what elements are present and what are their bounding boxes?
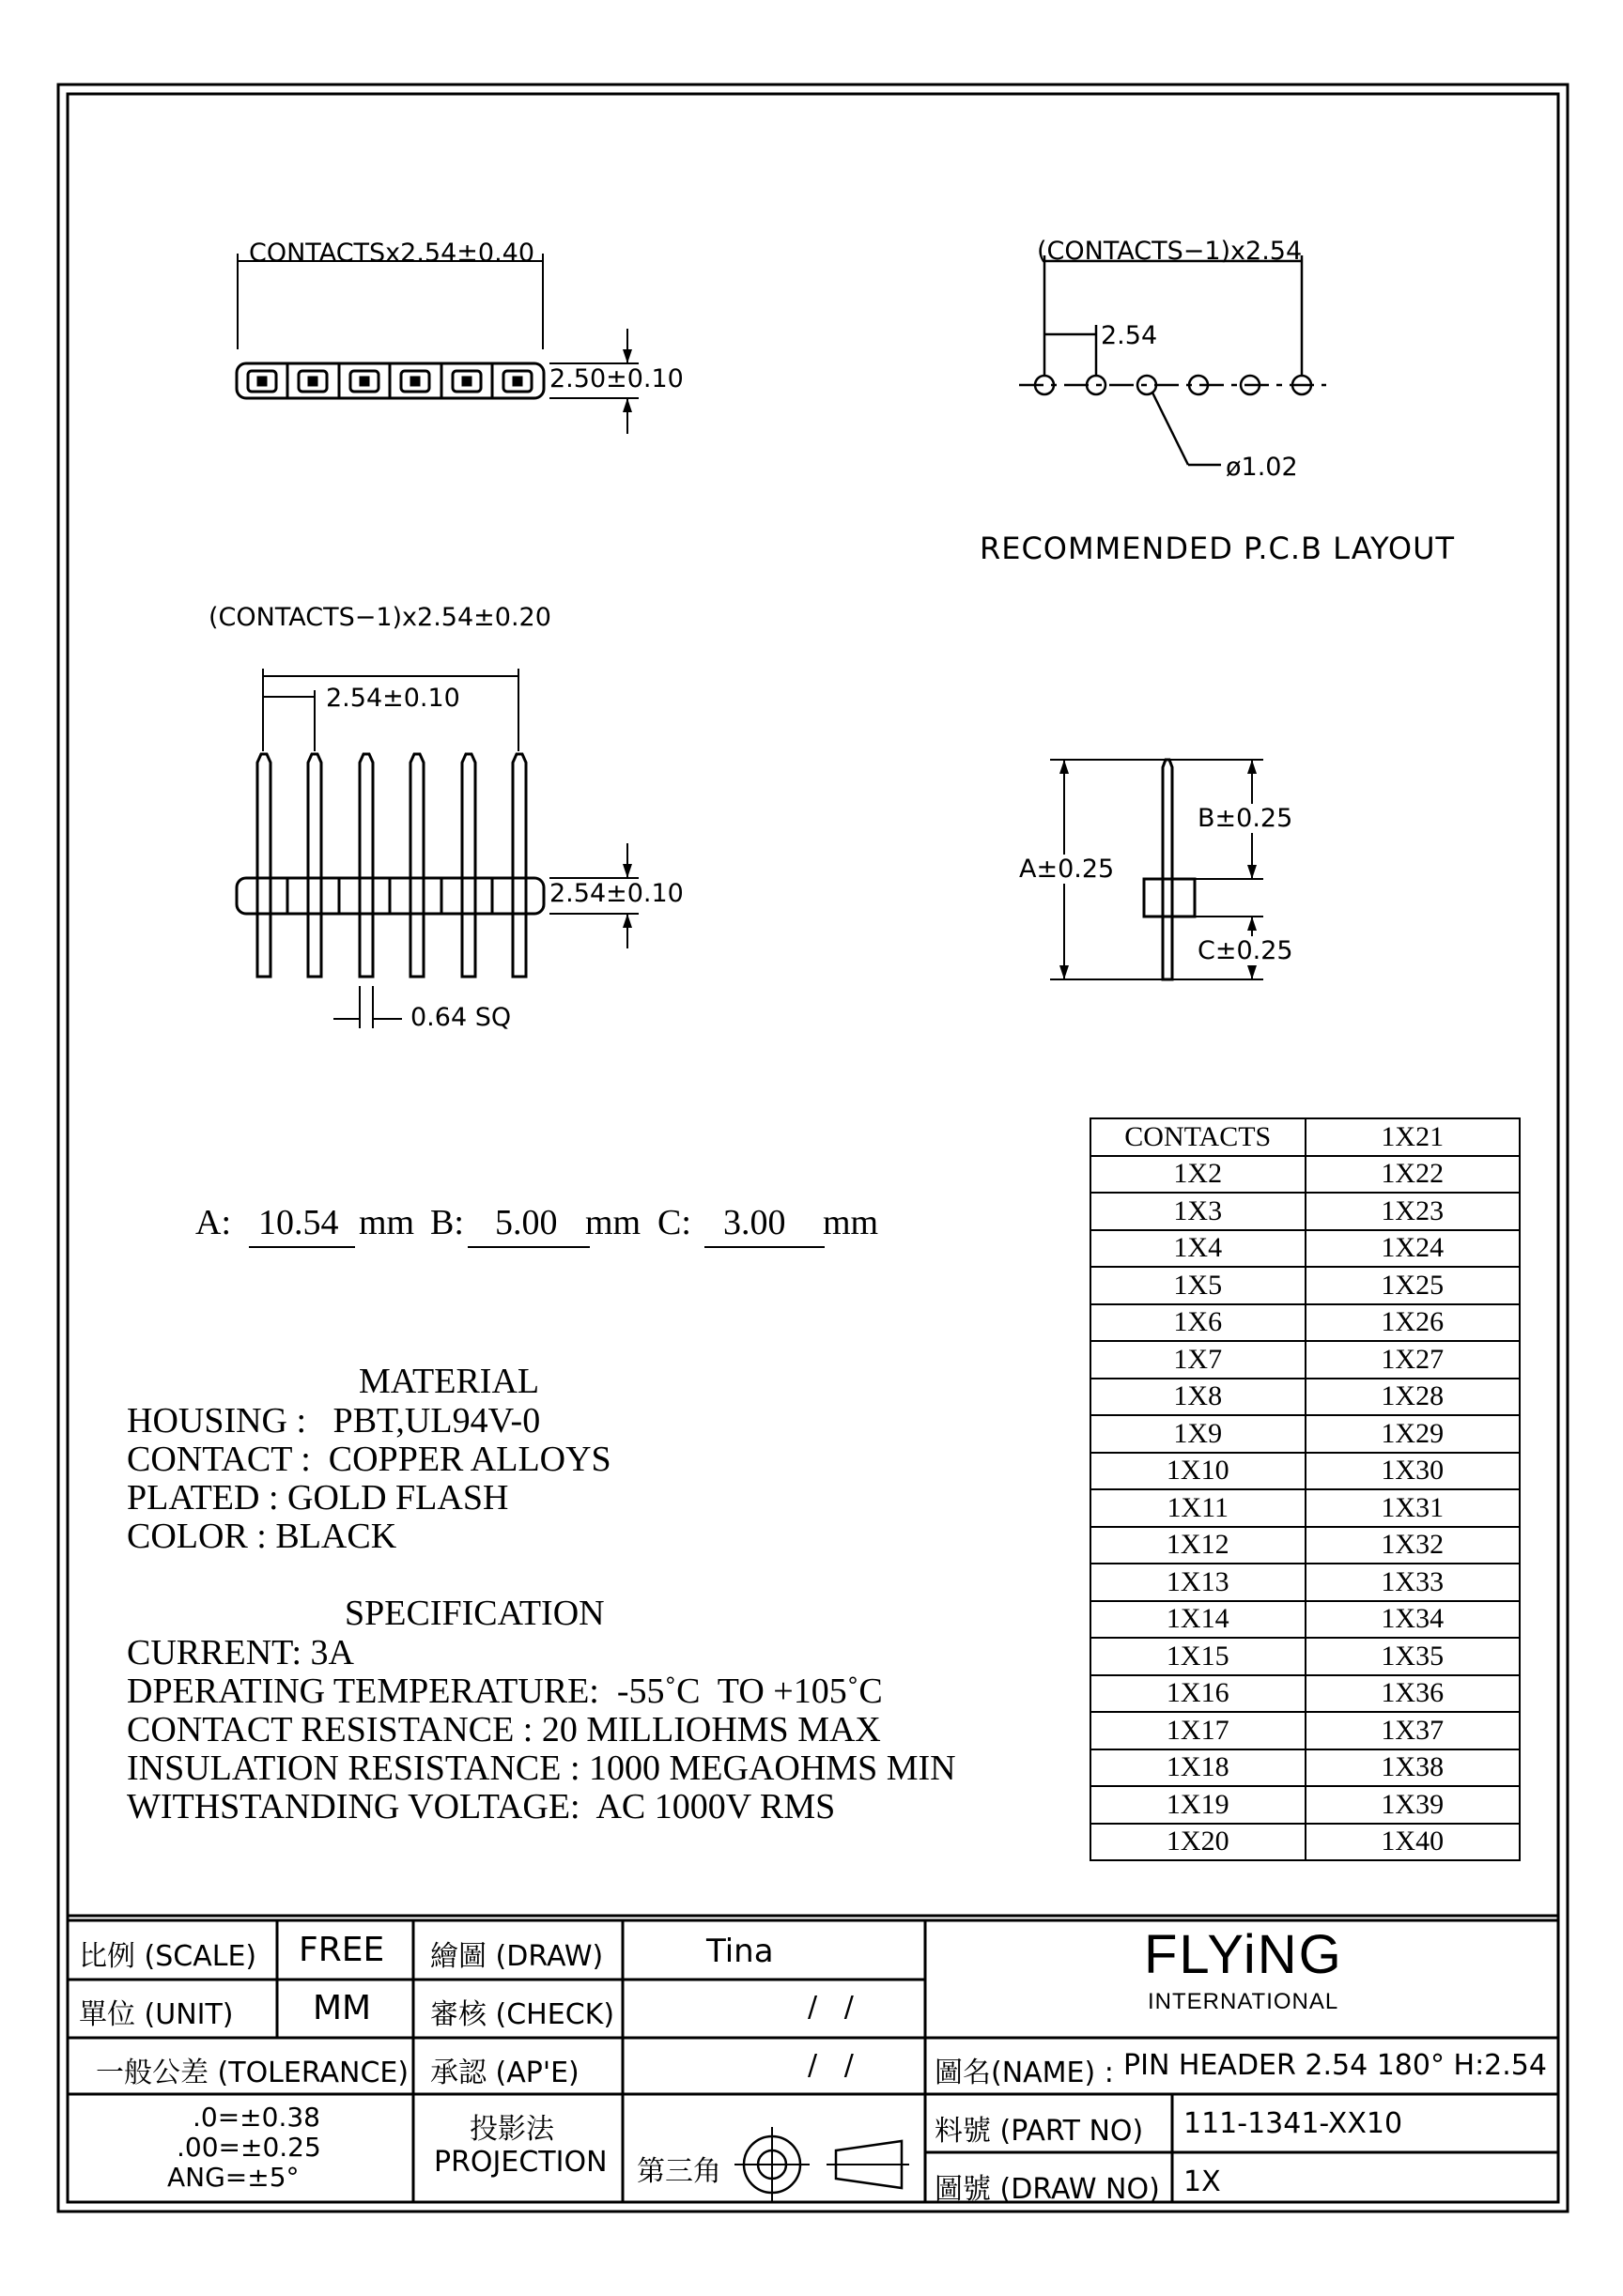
top-view	[237, 254, 639, 434]
table-cell: 1X10	[1090, 1453, 1306, 1490]
pcb-caption: RECOMMENDED P.C.B LAYOUT	[980, 531, 1456, 566]
dim-b-unit: mm	[585, 1203, 641, 1242]
top-height-label: 2.50±0.10	[549, 364, 684, 393]
tolerance-line: .0=±0.38	[193, 2102, 320, 2133]
table-cell: 1X5	[1090, 1267, 1306, 1304]
table-cell: 1X16	[1090, 1675, 1306, 1713]
unit-value: MM	[313, 1989, 372, 2027]
table-row	[1090, 1379, 1520, 1416]
table-cell: 1X24	[1306, 1230, 1521, 1268]
drawno-value: 1X	[1183, 2165, 1221, 2198]
table-row	[1090, 1712, 1520, 1749]
part-value: 111-1341-XX10	[1183, 2107, 1403, 2140]
table-cell: 1X6	[1090, 1304, 1306, 1342]
table-cell: 1X34	[1306, 1601, 1521, 1639]
dim-c-value: 3.00	[723, 1203, 786, 1242]
spec-line: INSULATION RESISTANCE : 1000 MEGAOHMS MIN	[127, 1749, 956, 1788]
table-cell: 1X25	[1306, 1267, 1521, 1304]
spec-line: CONTACT RESISTANCE : 20 MILLIOHMS MAX	[127, 1710, 881, 1749]
table-cell: 1X20	[1090, 1824, 1306, 1861]
table-cell: 1X30	[1306, 1453, 1521, 1490]
table-row	[1090, 1786, 1520, 1824]
table-cell: 1X19	[1090, 1786, 1306, 1824]
side-c-label: C±0.25	[1198, 936, 1293, 965]
table-cell: 1X32	[1306, 1527, 1521, 1564]
table-cell: 1X9	[1090, 1415, 1306, 1453]
material-line: HOUSING : PBT,UL94V-0	[127, 1401, 541, 1441]
table-row	[1090, 1489, 1520, 1527]
table-cell: 1X35	[1306, 1638, 1521, 1675]
contacts-table	[1090, 1117, 1521, 1861]
table-cell: 1X29	[1306, 1415, 1521, 1453]
table-cell: 1X40	[1306, 1824, 1521, 1861]
front-housing-label: 2.54±0.10	[549, 879, 684, 908]
table-cell: 1X7	[1090, 1341, 1306, 1379]
table-header: CONTACTS	[1090, 1118, 1306, 1156]
pcb-pitch-label: 2.54	[1101, 321, 1158, 350]
front-pitch-label: 2.54±0.10	[326, 684, 460, 713]
front-pin-label: 0.64 SQ	[410, 1003, 512, 1032]
approve-value: / /	[808, 2049, 854, 2082]
dim-b-value: 5.00	[495, 1203, 558, 1242]
part-label: 料號 (PART NO)	[935, 2115, 1144, 2148]
table-cell: 1X37	[1306, 1712, 1521, 1749]
table-cell: 1X14	[1090, 1601, 1306, 1639]
table-cell: 1X38	[1306, 1749, 1521, 1787]
table-cell: 1X39	[1306, 1786, 1521, 1824]
table-cell: 1X18	[1090, 1749, 1306, 1787]
front-span-label: (CONTACTS−1)x2.54±0.20	[209, 603, 551, 632]
table-cell: 1X2	[1090, 1156, 1306, 1194]
table-cell: 1X11	[1090, 1489, 1306, 1527]
table-row	[1090, 1527, 1520, 1564]
table-cell: 1X3	[1090, 1193, 1306, 1230]
table-row	[1090, 1267, 1520, 1304]
table-row	[1090, 1749, 1520, 1787]
pcb-hole-label: ø1.02	[1226, 453, 1298, 482]
dim-a-value: 10.54	[258, 1203, 339, 1242]
dim-a-unit: mm	[359, 1203, 415, 1242]
table-cell: 1X21	[1306, 1118, 1521, 1156]
table-cell: 1X31	[1306, 1489, 1521, 1527]
dim-c-prefix: C:	[657, 1203, 691, 1242]
table-row	[1090, 1415, 1520, 1453]
company-logo: FLYiNG	[1144, 1924, 1343, 1985]
table-cell: 1X4	[1090, 1230, 1306, 1268]
table-cell: 1X23	[1306, 1193, 1521, 1230]
material-line: COLOR : BLACK	[127, 1517, 397, 1556]
check-label: 審核 (CHECK)	[430, 1998, 615, 2031]
spec-line: WITHSTANDING VOLTAGE: AC 1000V RMS	[127, 1787, 836, 1826]
dim-c-unit: mm	[823, 1203, 879, 1242]
table-cell: 1X12	[1090, 1527, 1306, 1564]
spec-line: CURRENT: 3A	[127, 1633, 354, 1672]
unit-label: 單位 (UNIT)	[79, 1998, 234, 2031]
table-row	[1090, 1638, 1520, 1675]
drawno-label: 圖號 (DRAW NO)	[935, 2173, 1160, 2206]
pcb-layout	[1019, 255, 1326, 465]
projection-angle: 第三角	[637, 2155, 721, 2188]
table-row	[1090, 1193, 1520, 1230]
table-cell: 1X33	[1306, 1564, 1521, 1601]
table-cell: 1X22	[1306, 1156, 1521, 1194]
table-row	[1090, 1601, 1520, 1639]
table-cell: 1X8	[1090, 1379, 1306, 1416]
name-value: PIN HEADER 2.54 180° H:2.54	[1123, 2049, 1547, 2082]
table-row	[1090, 1341, 1520, 1379]
table-cell: 1X28	[1306, 1379, 1521, 1416]
top-pitch-label: CONTACTSx2.54±0.40	[249, 239, 535, 268]
table-cell: 1X26	[1306, 1304, 1521, 1342]
projection-label-cn: 投影法	[470, 2113, 554, 2146]
spec-line: DPERATING TEMPERATURE: -55˚C TO +105˚C	[127, 1672, 883, 1711]
draw-label: 繪圖 (DRAW)	[430, 1940, 604, 1973]
table-cell: 1X15	[1090, 1638, 1306, 1675]
table-cell: 1X17	[1090, 1712, 1306, 1749]
approve-label: 承認 (AP'E)	[430, 2057, 580, 2089]
table-row	[1090, 1304, 1520, 1342]
table-row	[1090, 1156, 1520, 1194]
check-value: / /	[808, 1991, 854, 2024]
material-line: PLATED : GOLD FLASH	[127, 1478, 509, 1518]
tolerance-label: 一般公差 (TOLERANCE)	[96, 2057, 410, 2089]
tolerance-line: .00=±0.25	[177, 2132, 321, 2163]
dim-b-prefix: B:	[430, 1203, 464, 1242]
table-row	[1090, 1453, 1520, 1490]
name-label: 圖名(NAME) :	[935, 2057, 1114, 2089]
company-subtitle: INTERNATIONAL	[1148, 1989, 1339, 2014]
draw-value: Tina	[706, 1933, 774, 1970]
projection-label: PROJECTION	[434, 2146, 608, 2179]
dim-a-prefix: A:	[195, 1203, 231, 1242]
table-row	[1090, 1230, 1520, 1268]
table-cell: 1X13	[1090, 1564, 1306, 1601]
pcb-span-label: (CONTACTS−1)x2.54	[1037, 237, 1303, 266]
front-view	[237, 669, 639, 1028]
table-row	[1090, 1118, 1520, 1156]
table-cell: 1X27	[1306, 1341, 1521, 1379]
side-a-label: A±0.25	[1019, 855, 1115, 884]
table-row	[1090, 1675, 1520, 1713]
table-cell: 1X36	[1306, 1675, 1521, 1713]
scale-value: FREE	[299, 1931, 385, 1969]
material-line: CONTACT : COPPER ALLOYS	[127, 1440, 611, 1479]
tolerance-line: ANG=±5°	[167, 2162, 300, 2193]
material-heading: MATERIAL	[359, 1362, 540, 1401]
table-row	[1090, 1824, 1520, 1861]
side-b-label: B±0.25	[1198, 804, 1293, 833]
scale-label: 比例 (SCALE)	[79, 1940, 257, 1973]
specification-heading: SPECIFICATION	[345, 1594, 605, 1633]
third-angle-projection-icon	[733, 2127, 911, 2202]
table-row	[1090, 1564, 1520, 1601]
